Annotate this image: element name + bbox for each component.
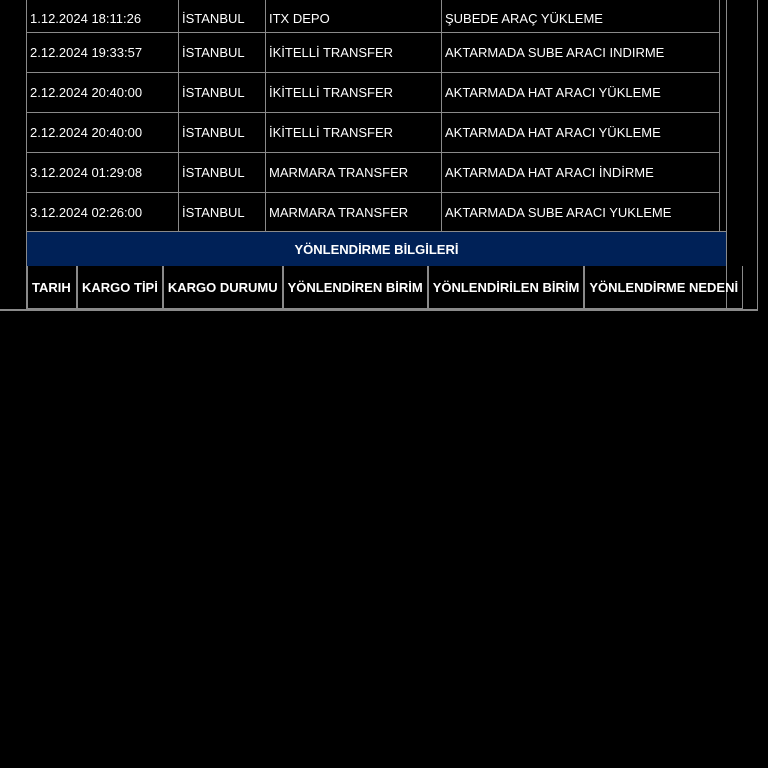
row-date: 2.12.2024 19:33:57 (27, 33, 179, 73)
row-status: AKTARMADA HAT ARACI İNDİRME (442, 153, 720, 193)
redirect-section-title: YÖNLENDİRME BİLGİLERİ (27, 231, 726, 266)
header-date: TARIH (27, 266, 77, 309)
header-cargo-status: KARGO DURUMU (163, 266, 283, 309)
row-status: AKTARMADA HAT ARACI YÜKLEME (442, 73, 720, 113)
row-date: 3.12.2024 01:29:08 (27, 153, 179, 193)
row-date: 3.12.2024 02:26:00 (27, 193, 179, 233)
row-status: AKTARMADA SUBE ARACI INDIRME (442, 33, 720, 73)
row-city: İSTANBUL (179, 153, 266, 193)
row-city: İSTANBUL (179, 113, 266, 153)
row-city: İSTANBUL (179, 193, 266, 233)
header-redirected-unit: YÖNLENDİRİLEN BİRİM (428, 266, 585, 309)
redirect-header-row (27, 266, 743, 309)
row-city: İSTANBUL (179, 73, 266, 113)
row-city: İSTANBUL (179, 0, 266, 33)
header-reason: YÖNLENDİRME NEDENİ (584, 266, 743, 309)
row-date: 2.12.2024 20:40:00 (27, 73, 179, 113)
header-cargo-type: KARGO TİPİ (77, 266, 163, 309)
table-row (27, 193, 720, 233)
table-row (27, 0, 720, 33)
row-unit: MARMARA TRANSFER (266, 193, 442, 233)
table-row (27, 113, 720, 153)
row-unit: MARMARA TRANSFER (266, 153, 442, 193)
row-status: AKTARMADA HAT ARACI YÜKLEME (442, 113, 720, 153)
row-unit: İKİTELLİ TRANSFER (266, 33, 442, 73)
table-row (27, 33, 720, 73)
row-status: AKTARMADA SUBE ARACI YUKLEME (442, 193, 720, 233)
panel-border-right (726, 0, 727, 311)
row-unit: İKİTELLİ TRANSFER (266, 73, 442, 113)
row-unit: ITX DEPO (266, 0, 442, 33)
redirect-table (27, 266, 743, 309)
row-date: 2.12.2024 20:40:00 (27, 113, 179, 153)
row-status: ŞUBEDE ARAÇ YÜKLEME (442, 0, 720, 33)
row-unit: İKİTELLİ TRANSFER (266, 113, 442, 153)
table-row (27, 153, 720, 193)
table-row (27, 73, 720, 113)
tracking-table (27, 0, 720, 233)
row-city: İSTANBUL (179, 33, 266, 73)
row-date: 1.12.2024 18:11:26 (27, 0, 179, 33)
header-redirecting-unit: YÖNLENDİREN BİRİM (283, 266, 428, 309)
